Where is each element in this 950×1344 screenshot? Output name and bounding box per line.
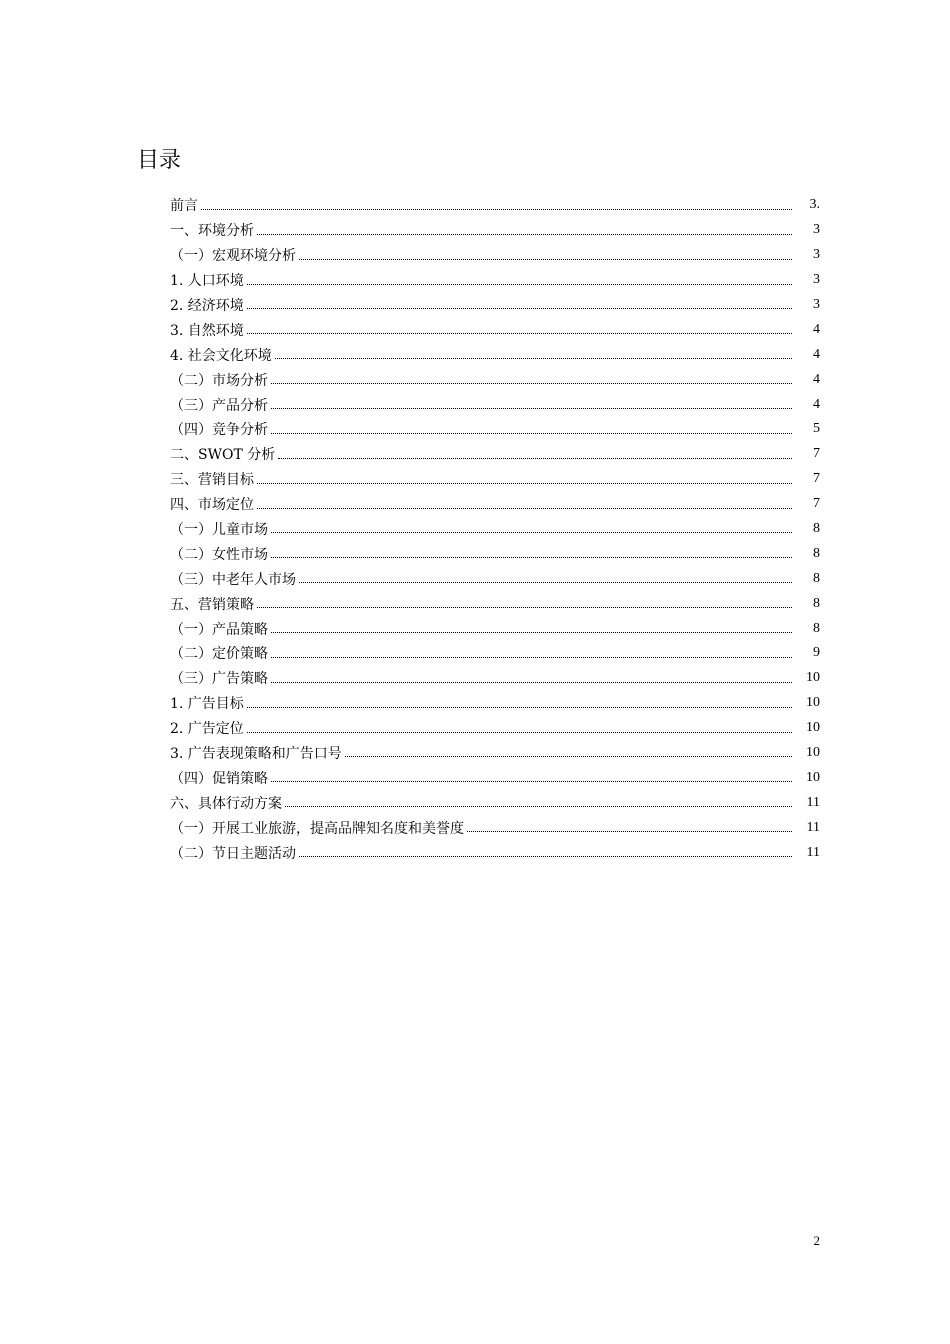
toc-leader-dots	[257, 234, 792, 235]
toc-leader-dots	[201, 209, 792, 210]
toc-leader-dots	[257, 483, 792, 484]
toc-entry-label: （一）儿童市场	[170, 522, 268, 539]
toc-entry-label: 三、营销目标	[170, 472, 254, 489]
toc-leader-dots	[299, 582, 792, 583]
toc-entry[interactable]	[170, 616, 820, 641]
toc-entry[interactable]	[170, 666, 820, 691]
toc-list	[170, 193, 820, 865]
toc-entry-label: 4. 社会文化环境	[170, 347, 272, 364]
toc-entry-label: （三）产品分析	[170, 397, 268, 414]
toc-entry[interactable]	[170, 268, 820, 293]
toc-entry-page: 10	[806, 670, 820, 686]
toc-entry[interactable]	[170, 492, 820, 517]
toc-entry-label: 2. 广告定位	[170, 721, 244, 738]
toc-leader-dots	[299, 259, 792, 260]
toc-leader-dots	[275, 358, 792, 359]
toc-leader-dots	[271, 781, 792, 782]
toc-entry-label: （一）产品策略	[170, 621, 268, 638]
toc-entry-page: 4	[813, 321, 820, 337]
toc-entry[interactable]	[170, 293, 820, 318]
toc-leader-dots	[467, 831, 792, 832]
toc-entry-label: 二、SWOT 分析	[170, 447, 276, 464]
toc-entry-label: 五、营销策略	[170, 596, 254, 613]
toc-leader-dots	[247, 707, 792, 708]
page-number: 2	[813, 1233, 820, 1248]
toc-entry[interactable]	[170, 392, 820, 417]
toc-entry-label: （二）定价策略	[170, 646, 268, 663]
toc-entry-page: 8	[813, 521, 820, 537]
toc-entry-page: 3	[813, 297, 820, 312]
toc-entry[interactable]	[170, 218, 820, 243]
toc-entry[interactable]	[170, 691, 820, 716]
toc-entry-page: 3	[813, 247, 820, 263]
toc-entry[interactable]	[170, 342, 820, 367]
toc-entry-label: 六、具体行动方案	[170, 795, 282, 812]
toc-entry-label: （三）中老年人市场	[170, 571, 296, 588]
toc-entry-page: 3	[813, 222, 820, 238]
toc-entry-page: 7	[813, 471, 820, 487]
toc-entry-page: 3	[813, 272, 820, 288]
toc-leader-dots	[271, 682, 792, 683]
toc-entry-page: 4	[813, 396, 820, 412]
toc-entry[interactable]	[170, 417, 820, 442]
toc-entry-label: （二）市场分析	[170, 372, 268, 389]
toc-leader-dots	[271, 433, 792, 434]
toc-entry-label: （一）宏观环境分析	[170, 248, 296, 265]
toc-entry-page: 4	[813, 346, 820, 362]
toc-entry-label: （四）竞争分析	[170, 422, 268, 439]
toc-entry-label: 一、环境分析	[170, 223, 254, 240]
toc-entry-page: 8	[813, 595, 820, 611]
toc-entry-label: 1. 人口环境	[170, 273, 244, 290]
toc-entry[interactable]	[170, 815, 820, 840]
toc-entry-page: 11	[806, 794, 820, 810]
toc-entry[interactable]	[170, 566, 820, 591]
toc-entry-label: 四、市场定位	[170, 497, 254, 514]
toc-entry-label: （一）开展工业旅游，提高品牌知名度和美誉度	[170, 820, 464, 837]
toc-entry-page: 7	[813, 496, 820, 512]
toc-entry-page: 10	[806, 745, 820, 761]
toc-leader-dots	[271, 632, 792, 633]
toc-entry-page: 8	[813, 620, 820, 636]
toc-entry-label: 3. 广告表现策略和广告口号	[170, 746, 342, 763]
toc-entry-page: 10	[806, 695, 820, 711]
toc-entry-label: 前言	[170, 198, 198, 215]
toc-entry[interactable]	[170, 517, 820, 542]
toc-entry-page: 10	[806, 769, 820, 785]
toc-entry-page: 11	[806, 844, 820, 860]
toc-entry-page: 9	[813, 645, 820, 661]
toc-leader-dots	[271, 383, 792, 384]
toc-entry[interactable]	[170, 541, 820, 566]
toc-leader-dots	[278, 458, 792, 459]
toc-entry[interactable]	[170, 317, 820, 342]
toc-leader-dots	[257, 508, 792, 509]
toc-entry[interactable]	[170, 367, 820, 392]
toc-entry-page: 11	[806, 819, 820, 835]
toc-entry[interactable]	[170, 467, 820, 492]
toc-leader-dots	[247, 732, 792, 733]
toc-entry[interactable]	[170, 840, 820, 865]
toc-leader-dots	[345, 756, 792, 757]
toc-entry-label: 1. 广告目标	[170, 696, 244, 713]
toc-leader-dots	[271, 408, 792, 409]
toc-entry[interactable]	[170, 790, 820, 815]
toc-leader-dots	[285, 806, 792, 807]
toc-entry-page: 7	[813, 446, 820, 462]
toc-leader-dots	[247, 333, 792, 334]
toc-entry[interactable]	[170, 641, 820, 666]
toc-entry[interactable]	[170, 765, 820, 790]
toc-leader-dots	[247, 308, 792, 309]
toc-entry[interactable]	[170, 243, 820, 268]
toc-leader-dots	[247, 284, 792, 285]
toc-entry[interactable]	[170, 741, 820, 766]
toc-entry[interactable]	[170, 442, 820, 467]
toc-entry[interactable]	[170, 591, 820, 616]
toc-heading: 目录	[137, 148, 182, 173]
toc-leader-dots	[271, 657, 792, 658]
toc-entry[interactable]	[170, 716, 820, 741]
toc-entry-page: 8	[813, 545, 820, 561]
toc-leader-dots	[271, 532, 792, 533]
toc-entry[interactable]	[170, 193, 820, 218]
toc-entry-page: 5	[813, 421, 820, 437]
toc-entry-label: （二）女性市场	[170, 546, 268, 563]
toc-entry-page: 10	[806, 720, 820, 736]
toc-entry-label: （三）广告策略	[170, 671, 268, 688]
toc-leader-dots	[257, 607, 792, 608]
toc-leader-dots	[299, 856, 792, 857]
toc-entry-label: （四）促销策略	[170, 770, 268, 787]
toc-entry-label: （二）节日主题活动	[170, 845, 296, 862]
toc-entry-label: 2. 经济环境	[170, 298, 244, 314]
toc-entry-page: 8	[813, 570, 820, 586]
toc-leader-dots	[271, 557, 792, 558]
toc-entry-label: 3. 自然环境	[170, 322, 244, 339]
toc-entry-page: 3.	[809, 197, 820, 213]
toc-entry-page: 4	[813, 371, 820, 387]
